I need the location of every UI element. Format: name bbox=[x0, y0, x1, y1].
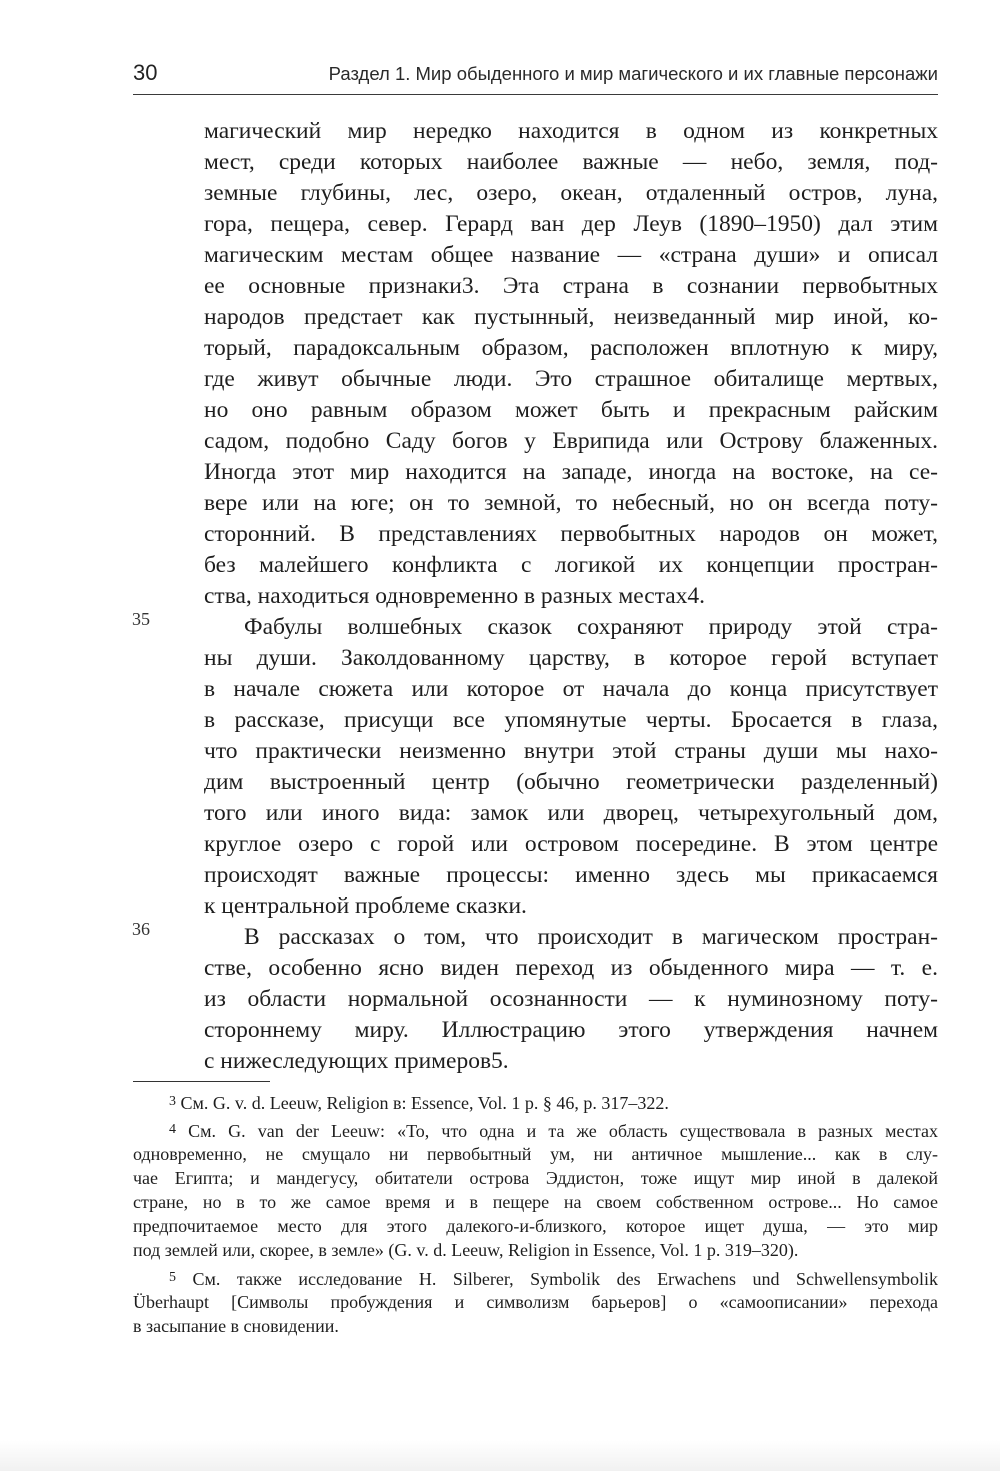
margin-paragraph-number: 36 bbox=[132, 919, 150, 939]
body-line: магическим местам общее название — «страна души» и описал bbox=[204, 242, 938, 268]
footnote-line: в засыпание в сновидении. bbox=[133, 1316, 339, 1336]
footnote-line: стране, но в то же самое время и в пещере на своем собственном острове... Но самое bbox=[133, 1192, 938, 1212]
body-line: садом, подобно Саду богов у Еврипида или Острову блаженных. bbox=[204, 428, 938, 454]
body-line: Иногда этот мир находится на западе, иногда на востоке, на се- bbox=[204, 459, 938, 485]
body-line: ства, находиться одновременно в разных местах4. bbox=[204, 583, 706, 609]
body-line: гора, пещера, север. Герард ван дер Леув (1890–1950) дал этим bbox=[204, 211, 938, 237]
body-line: вере или на юге; он то земной, то небесный, но он всегда поту- bbox=[204, 490, 938, 516]
page-number: 30 bbox=[133, 60, 158, 85]
margin-paragraph-number: 35 bbox=[132, 609, 150, 629]
body-line: земные глубины, лес, озеро, океан, отдаленный остров, луна, bbox=[204, 180, 938, 206]
footnote bbox=[133, 1266, 938, 1290]
body-line: из области нормальной осознанности — к нуминозному поту- bbox=[204, 986, 938, 1012]
running-head: Раздел 1. Мир обыденного и мир магического и их главные персонажи bbox=[328, 63, 938, 84]
footnote bbox=[133, 1118, 938, 1142]
body-line: стве, особенно ясно виден переход из обыденного мира — т. е. bbox=[204, 955, 938, 981]
page-bottom-edge bbox=[0, 1440, 1000, 1471]
body-line: в начале сюжета или которое от начала до конца присутствует bbox=[204, 676, 938, 702]
footnote-rule bbox=[133, 1081, 270, 1082]
body-line: стороннему миру. Иллюстрацию этого утверждения начнем bbox=[204, 1017, 938, 1043]
body-line: с нижеследующих примеров5. bbox=[204, 1048, 509, 1074]
body-line: где живут обычные люди. Это страшное обиталище мертвых, bbox=[204, 366, 938, 392]
body-line: без малейшего конфликта с логикой их концепции простран- bbox=[204, 552, 938, 578]
body-text bbox=[204, 116, 938, 1077]
footnote-line: Überhaupt [Символы пробуждения и символизм барьеров] о «самоописании» перехода bbox=[133, 1292, 938, 1312]
footnote-text: См. G. v. d. Leeuw, Religion в: Essence, Vol. 1 p. § 46, p. 317–322. bbox=[180, 1093, 669, 1113]
body-line: мест, среди которых наиболее важные — небо, земля, под- bbox=[204, 149, 938, 175]
footnote-line: под землей или, скорее, в земле» (G. v. d. Leeuw, Religion in Essence, Vol. 1 p. 319–320). bbox=[133, 1240, 799, 1260]
page-header bbox=[133, 54, 938, 95]
body-line: в рассказе, присущи все упомянутые черты. Бросается в глаза, bbox=[204, 707, 938, 733]
body-line: ны души. Заколдованному царству, в которое герой вступает bbox=[204, 645, 938, 671]
footnote-line: чае Египта; и мандегусу, обитатели острова Эддистон, тоже ищут мир иной в далекой bbox=[133, 1168, 938, 1188]
body-line: дим выстроенный центр (обычно геометрически разделенный) bbox=[204, 769, 938, 795]
body-line: народов предстает как пустынный, неизведанный мир иной, ко- bbox=[204, 304, 938, 330]
body-line: того или иного вида: замок или дворец, четырехугольный дом, bbox=[204, 800, 938, 826]
footnote-marker: 4 bbox=[169, 1122, 176, 1137]
body-line: Фабулы волшебных сказок сохраняют природу этой стра- bbox=[244, 614, 938, 640]
footnote-line: предпочитаемое место для этого далекого-и-близкого, которое ищет душа, — это мир bbox=[133, 1216, 938, 1236]
body-line: торый, парадоксальным образом, расположен вплотную к миру, bbox=[204, 335, 938, 361]
body-line: ее основные признаки3. Эта страна в сознании первобытных bbox=[204, 273, 938, 299]
body-line: круглое озеро с горой или островом посередине. В этом центре bbox=[204, 831, 938, 857]
footnote-text: См. также исследование H. Silberer, Symbolik des Erwachens und Schwellensymbolik bbox=[192, 1269, 938, 1289]
footnote-marker: 3 bbox=[169, 1094, 176, 1109]
body-line: происходят важные процессы: именно здесь мы прикасаемся bbox=[204, 862, 938, 888]
footnote-marker: 5 bbox=[169, 1270, 176, 1285]
body-line: что практически неизменно внутри этой страны души мы нахо- bbox=[204, 738, 938, 764]
footnote bbox=[133, 1090, 938, 1114]
body-line: В рассказах о том, что происходит в магическом простран- bbox=[244, 924, 938, 950]
body-line: магический мир нередко находится в одном из конкретных bbox=[204, 118, 938, 144]
footnotes bbox=[133, 1090, 938, 1338]
body-line: к центральной проблеме сказки. bbox=[204, 893, 527, 919]
footnote-text: См. G. van der Leeuw: «То, что одна и та же область существовала в разных местах bbox=[188, 1121, 938, 1141]
footnote-line: одновременно, не смущало ни первобытный ум, ни античное мышление... как в слу- bbox=[133, 1144, 938, 1164]
body-line: но оно равным образом может быть и прекрасным райским bbox=[204, 397, 938, 423]
body-line: сторонний. В представлениях первобытных народов он может, bbox=[204, 521, 938, 547]
